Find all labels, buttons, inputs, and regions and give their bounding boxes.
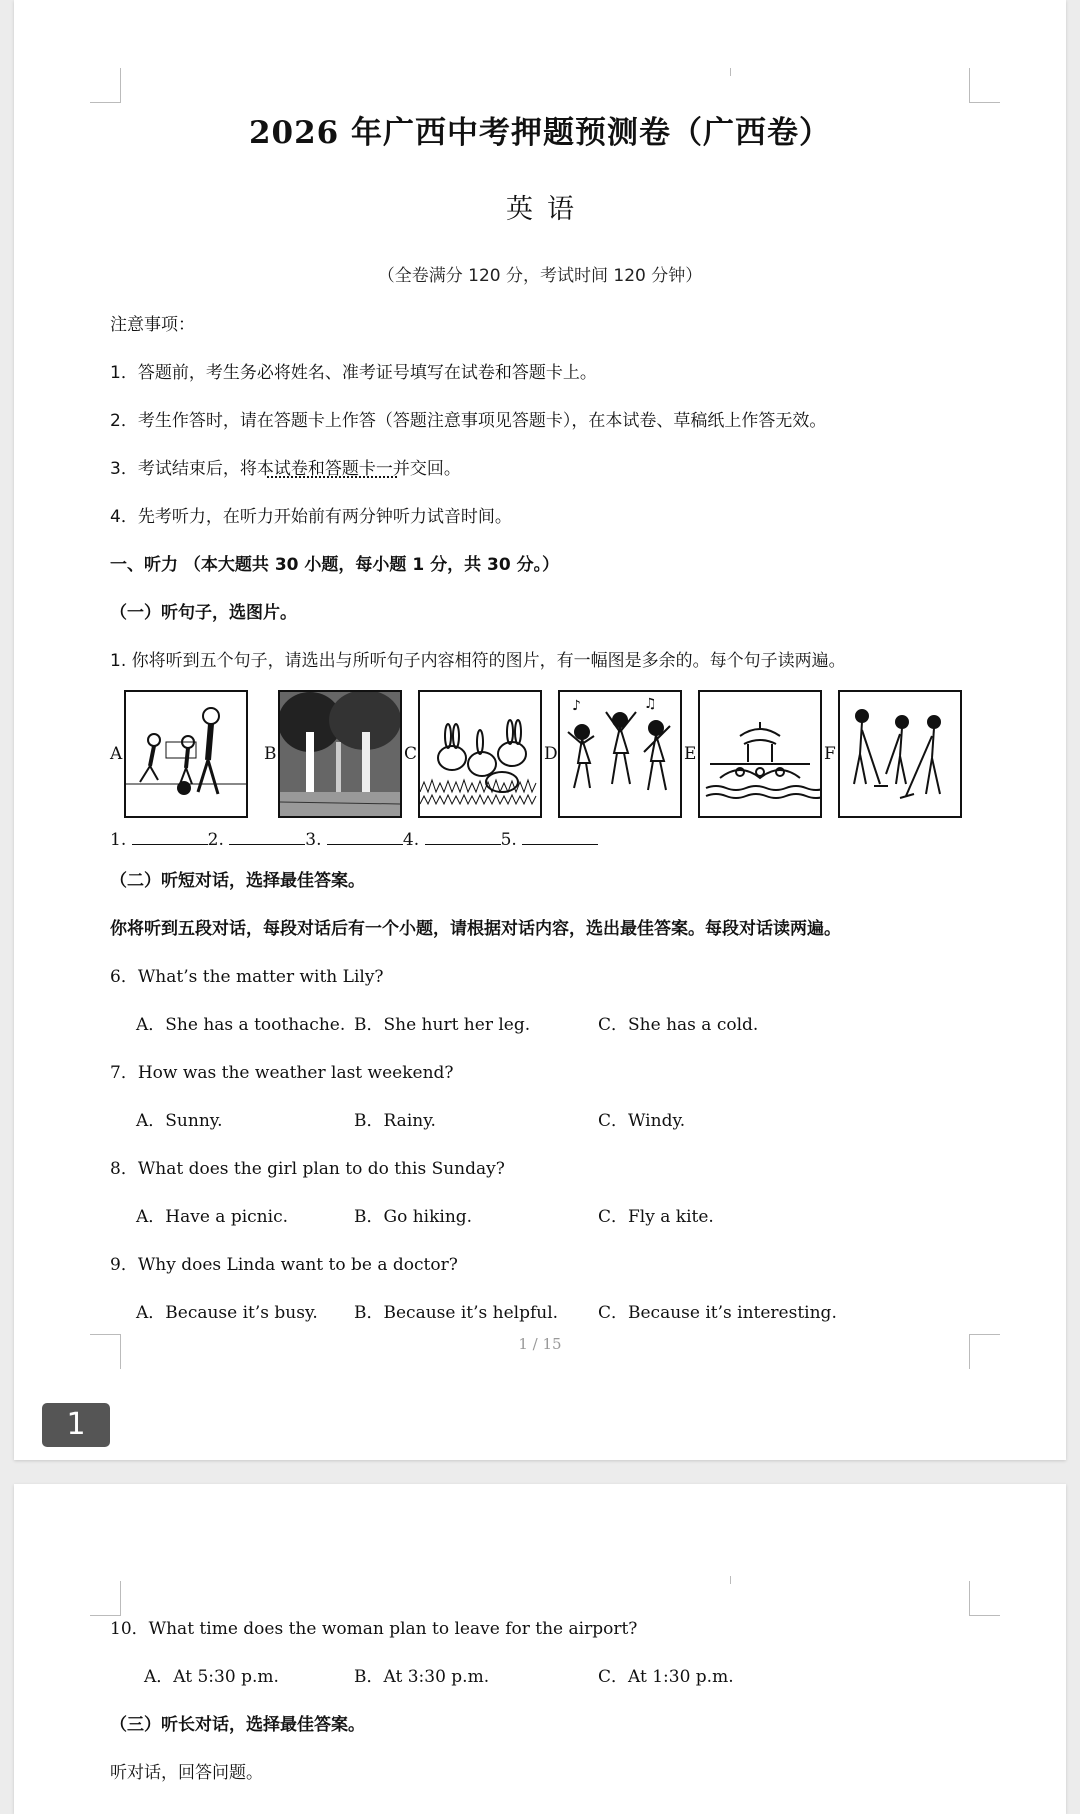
answer-blank-2[interactable]	[229, 843, 305, 845]
svg-text:♪: ♪	[572, 698, 581, 714]
exam-page-1	[14, 0, 1066, 1460]
answer-blank-4[interactable]	[425, 843, 501, 845]
option-c[interactable]: C．Windy.	[598, 1111, 686, 1131]
note-item: 2．考生作答时，请在答题卡上作答（答题注意事项见答题卡），在本试卷、草稿纸上作答无效。	[110, 411, 827, 431]
picture-label: E	[684, 744, 697, 764]
option-b[interactable]: B．Go hiking.	[354, 1207, 473, 1227]
svg-text:♫: ♫	[644, 696, 657, 712]
crop-mark	[969, 68, 1000, 103]
center-tick	[730, 1576, 731, 1584]
part1-heading: （一）听句子，选图片。	[110, 603, 297, 623]
center-tick	[730, 68, 731, 76]
answer-blank-1[interactable]	[132, 843, 208, 845]
question-9: 9．Why does Linda want to be a doctor?	[110, 1255, 458, 1275]
note-item: 4．先考听力，在听力开始前有两分钟听力试音时间。	[110, 507, 512, 527]
note-item: 1．答题前，考生务必将姓名、准考证号填写在试卷和答题卡上。	[110, 363, 597, 383]
notes-heading: 注意事项：	[110, 315, 195, 335]
picture-label: C	[404, 744, 418, 764]
option-a[interactable]: A．At 5:30 p.m.	[144, 1667, 279, 1687]
picture-label: F	[824, 744, 836, 764]
option-a[interactable]: A．Because it’s busy.	[136, 1303, 318, 1323]
option-b[interactable]: B．At 3:30 p.m.	[354, 1667, 490, 1687]
option-b[interactable]: B．She hurt her leg.	[354, 1015, 531, 1035]
exam-page-2	[14, 1484, 1066, 1814]
answer-blanks	[110, 830, 598, 850]
score-info: （全卷满分 120 分，考试时间 120 分钟）	[377, 266, 703, 286]
option-a[interactable]: A．Sunny.	[136, 1111, 223, 1131]
picture-f-sweeping	[838, 690, 962, 818]
blank-number: 2.	[207, 830, 224, 850]
question-6: 6．What’s the matter with Lily?	[110, 967, 384, 987]
blank-number: 5.	[500, 830, 517, 850]
crop-mark	[90, 1581, 121, 1616]
picture-e-pavilion	[698, 690, 822, 818]
picture-label: D	[544, 744, 558, 764]
question-7: 7．How was the weather last weekend?	[110, 1063, 454, 1083]
option-c[interactable]: C．Because it’s interesting.	[598, 1303, 837, 1323]
blank-number: 4.	[402, 830, 420, 850]
page-number: 1 / 15	[518, 1335, 562, 1353]
part3-instruction: 听对话，回答问题。	[110, 1763, 263, 1783]
part2-instruction: 你将听到五段对话，每段对话后有一个小题，请根据对话内容，选出最佳答案。每段对话读两遍。	[110, 919, 841, 939]
option-c[interactable]: C．Fly a kite.	[598, 1207, 714, 1227]
part2-heading: （二）听短对话，选择最佳答案。	[110, 871, 365, 891]
picture-label: A	[110, 744, 123, 764]
option-c[interactable]: C．At 1:30 p.m.	[598, 1667, 734, 1687]
part3-heading: （三）听长对话，选择最佳答案。	[110, 1715, 365, 1735]
option-a[interactable]: A．Have a picnic.	[136, 1207, 288, 1227]
crop-mark	[969, 1581, 1000, 1616]
blank-number: 3.	[305, 830, 322, 850]
note-item: 3．考试结束后，将本试卷和答题卡一并交回。	[110, 459, 461, 479]
question-8: 8．What does the girl plan to do this Sunday?	[110, 1159, 505, 1179]
page-badge[interactable]: 1	[42, 1403, 110, 1447]
answer-blank-3[interactable]	[327, 843, 403, 845]
section1-heading: 一、听力 （本大题共 30 小题，每小题 1 分，共 30 分。）	[110, 555, 560, 575]
answer-blank-5[interactable]	[522, 843, 598, 845]
picture-b-trees	[278, 690, 402, 818]
question-10: 10．What time does the woman plan to leave for the airport?	[110, 1619, 638, 1639]
subject-title: 英语	[506, 194, 588, 225]
part1-instruction: 1. 你将听到五个句子，请选出与所听句子内容相符的图片，有一幅图是多余的。每个句子读两遍。	[110, 651, 846, 671]
crop-mark	[90, 68, 121, 103]
picture-d-dancing	[558, 690, 682, 818]
picture-label: B	[264, 744, 277, 764]
option-a[interactable]: A．She has a toothache.	[136, 1015, 346, 1035]
picture-a-football	[124, 690, 248, 818]
option-c[interactable]: C．She has a cold.	[598, 1015, 759, 1035]
option-b[interactable]: B．Rainy.	[354, 1111, 436, 1131]
picture-c-rabbits	[418, 690, 542, 818]
emphasis-dots	[267, 476, 397, 478]
exam-title: 2026 年广西中考押题预测卷（广西卷）	[248, 115, 832, 151]
option-b[interactable]: B．Because it’s helpful.	[354, 1303, 559, 1323]
blank-number: 1.	[110, 830, 127, 850]
